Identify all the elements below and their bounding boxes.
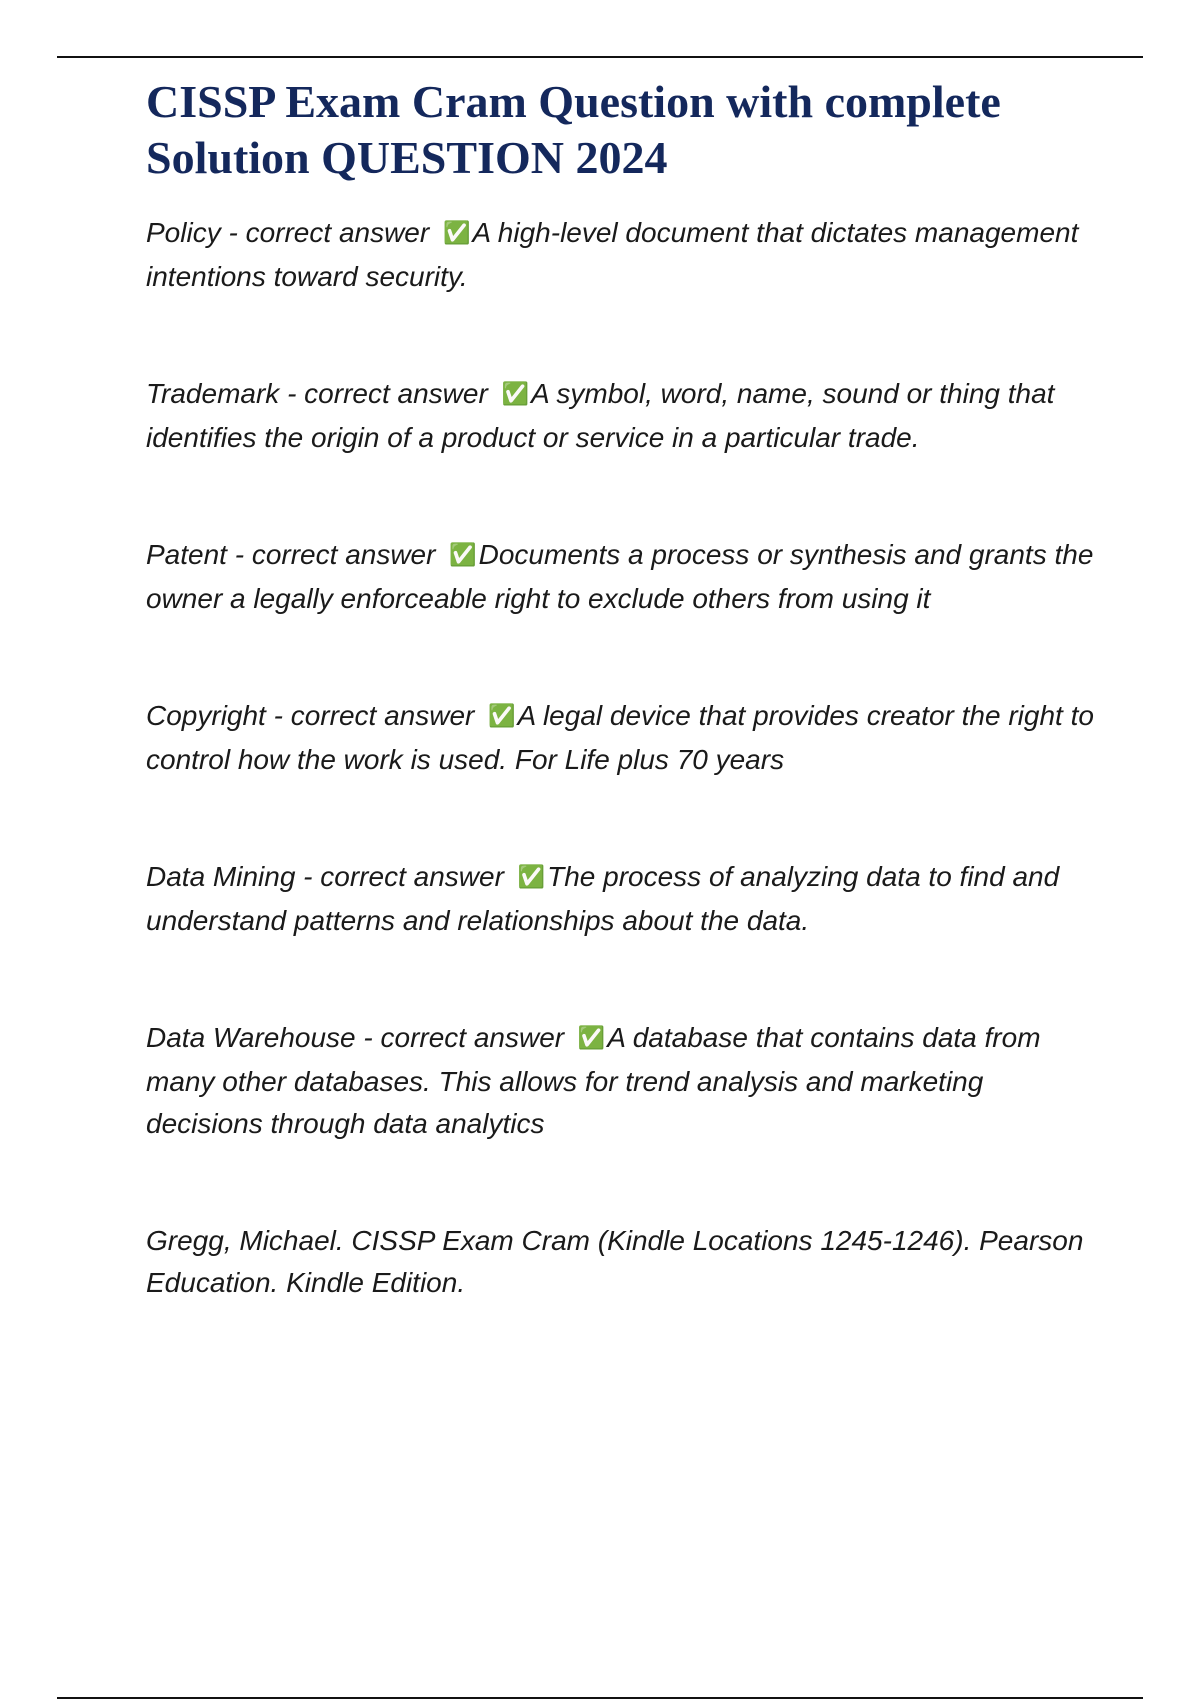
source-citation: Gregg, Michael. CISSP Exam Cram (Kindle Locations 1245-1246). Pearson Education. Kindle Edition. <box>146 1225 1084 1298</box>
entry-definition: A high-level document that dictates management intentions toward security. <box>146 217 1079 292</box>
top-divider <box>57 56 1143 58</box>
qa-entry-trademark <box>146 373 1096 459</box>
document-title: CISSP Exam Cram Question with complete Solution QUESTION 2024 <box>146 76 1001 183</box>
check-circle-icon: ✅ <box>442 220 471 245</box>
entry-connector: - correct answer <box>355 1022 572 1053</box>
qa-entry-data-warehouse <box>146 1017 1096 1145</box>
qa-list <box>146 212 1096 1304</box>
entry-connector: - correct answer <box>226 539 444 570</box>
check-circle-icon: ✅ <box>517 864 546 889</box>
bottom-divider <box>57 1697 1143 1699</box>
entry-definition: A symbol, word, name, sound or thing that identifies the origin of a product or service in a particular trade. <box>146 378 1055 453</box>
entry-term: Data Mining <box>146 861 296 892</box>
entry-term: Patent <box>146 539 227 570</box>
entry-term: Trademark <box>146 378 280 409</box>
entry-definition: The process of analyzing data to find and understand patterns and relationships about the data. <box>146 861 1060 936</box>
entry-connector: - correct answer <box>220 217 437 248</box>
qa-entry-patent <box>146 534 1096 620</box>
check-circle-icon: ✅ <box>501 381 529 406</box>
entry-term: Policy <box>146 217 221 248</box>
qa-entry-data-mining <box>146 856 1096 942</box>
entry-definition: A database that contains data from many other databases. This allows for trend analysis and marketing decisions through data analytics <box>146 1022 1041 1139</box>
check-circle-icon: ✅ <box>449 542 477 567</box>
qa-entry-copyright <box>146 695 1096 781</box>
entry-term: Copyright <box>146 700 266 731</box>
check-circle-icon: ✅ <box>488 703 516 728</box>
entry-definition: A legal device that provides creator the right to control how the work is used. For Life plus 70 years <box>146 700 1094 775</box>
entry-connector: - correct answer <box>295 861 512 892</box>
check-circle-icon: ✅ <box>577 1025 606 1050</box>
entry-term: Data Warehouse <box>146 1022 356 1053</box>
entry-definition: Documents a process or synthesis and grants the owner a legally enforceable right to exclude others from using it <box>146 539 1094 614</box>
qa-entry-policy <box>146 212 1096 298</box>
entry-connector: - correct answer <box>265 700 483 731</box>
entry-connector: - correct answer <box>279 378 496 409</box>
